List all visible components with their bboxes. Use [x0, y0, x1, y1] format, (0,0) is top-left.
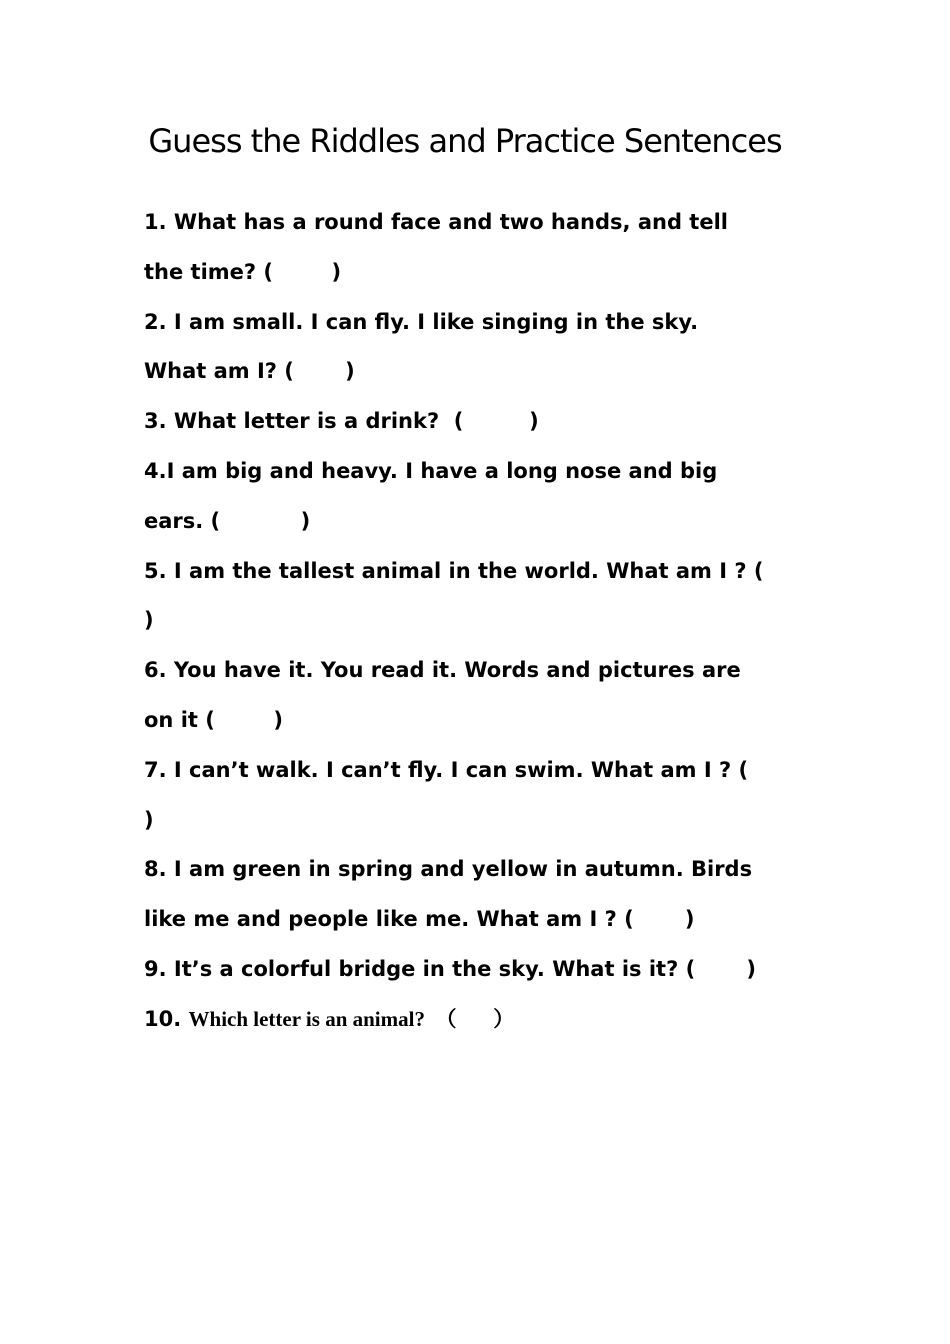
riddle-3-line-1: 3. What letter is a drink? ( ) [144, 409, 539, 434]
riddle-1-line-2: the time? ( ) [144, 259, 342, 284]
riddle-2-line-1: 2. I am small. I can fly. I like singing in the sky. [144, 309, 699, 334]
riddle-8-line-1: 8. I am green in spring and yellow in autumn. Birds [144, 857, 753, 882]
page-title: Guess the Riddles and Practice Sentences [148, 122, 782, 160]
riddle-7-line-1: 7. I can’t walk. I can’t fly. I can swim. What am I ? ( [144, 757, 749, 782]
riddle-8-line-2: like me and people like me. What am I ? ( ) [144, 907, 695, 932]
riddle-5-line-1: 5. I am the tallest animal in the world. What am I ? ( [144, 558, 764, 583]
riddle-5-line-2: ) [144, 608, 154, 633]
riddle-10-number: 10. [144, 1006, 182, 1031]
riddle-4-line-1: 4.I am big and heavy. I have a long nose and big [144, 458, 718, 483]
riddle-4-line-2: ears. ( ) [144, 508, 311, 533]
riddle-2-line-2: What am I? ( ) [144, 359, 355, 384]
riddle-list [144, 198, 824, 1045]
riddle-10 [144, 995, 824, 1045]
riddle-1-line-1: 1. What has a round face and two hands, and tell [144, 210, 728, 234]
riddle-6-line-2: on it ( ) [144, 707, 283, 732]
riddle-9-line-1: 9. It’s a colorful bridge in the sky. What is it? ( ) [144, 956, 756, 981]
riddle-6-line-1: 6. You have it. You read it. Words and pictures are [144, 658, 741, 683]
riddle-7-line-2: ) [144, 807, 154, 832]
riddle-10-text: Which letter is an animal? （ ） [188, 1006, 515, 1031]
